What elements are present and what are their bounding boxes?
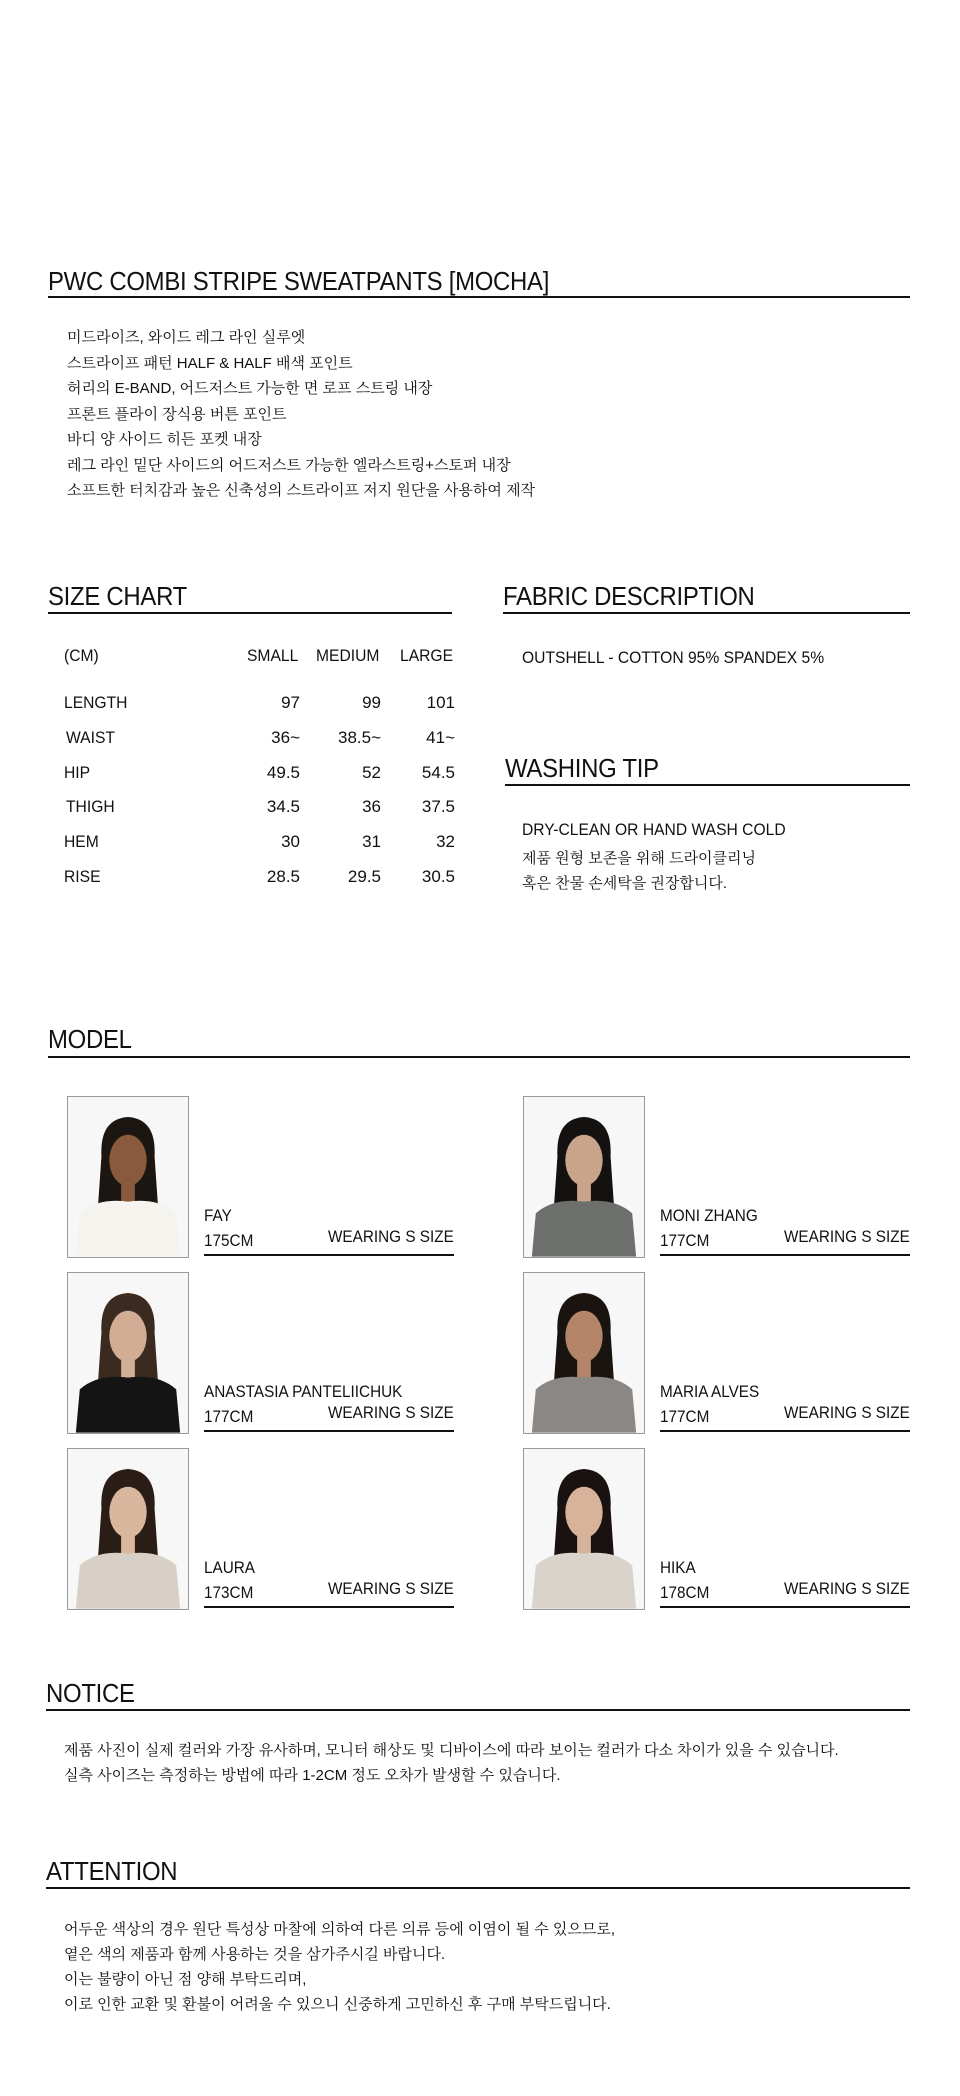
model-heading: MODEL (48, 1024, 132, 1054)
column-header-small: SMALL (247, 646, 299, 665)
feature-list (67, 325, 535, 504)
model-portrait (68, 1273, 188, 1433)
model-divider (204, 1254, 454, 1256)
feature-item: 레그 라인 밑단 사이드의 어드저스트 가능한 엘라스트링+스토퍼 내장 (67, 456, 511, 474)
row-label: WAIST (66, 728, 115, 747)
row-label: RISE (64, 867, 101, 886)
cell-large: 30.5 (421, 867, 455, 886)
model-divider (48, 1056, 910, 1058)
model-wearing-size: WEARING S SIZE (328, 1403, 454, 1422)
cell-large: 32 (436, 832, 455, 851)
model-height: 173CM (204, 1583, 254, 1602)
washing-line: 혹은 찬물 손세탁을 권장합니다. (522, 875, 728, 892)
cell-small: 34.5 (266, 797, 300, 816)
feature-item: 소프트한 터치감과 높은 신축성의 스트라이프 저지 원단을 사용하여 제작 (67, 482, 536, 499)
cell-medium: 31 (362, 832, 381, 851)
attention-line: 옅은 색의 제품과 함께 사용하는 것을 삼가주시길 바랍니다. (64, 1946, 446, 1963)
model-photo (67, 1448, 189, 1610)
size-chart-divider (48, 612, 452, 614)
column-header-medium: MEDIUM (316, 646, 380, 665)
row-label: LENGTH (64, 693, 128, 712)
model-height: 177CM (660, 1231, 710, 1250)
attention-text (64, 1917, 615, 2017)
model-photo (523, 1272, 645, 1434)
model-photo (67, 1272, 189, 1434)
model-height: 175CM (204, 1231, 254, 1250)
model-divider (660, 1606, 910, 1608)
attention-line: 이는 불량이 아닌 점 양해 부탁드리며, (64, 1971, 307, 1988)
column-header-large: LARGE (400, 646, 454, 665)
model-name: FAY (204, 1206, 232, 1225)
feature-item: 스트라이프 패턴 HALF & HALF 배색 포인트 (67, 354, 353, 372)
attention-line: 이로 인한 교환 및 환불이 어려울 수 있으니 신중하게 고민하신 후 구매 부탁드립니다. (64, 1996, 611, 2013)
model-portrait (68, 1449, 188, 1609)
size-chart-heading: SIZE CHART (48, 581, 188, 611)
model-photo (67, 1096, 189, 1258)
model-name: HIKA (660, 1558, 696, 1577)
model-divider (204, 1606, 454, 1608)
fabric-text: OUTSHELL - COTTON 95% SPANDEX 5% (522, 648, 825, 667)
cell-small: 28.5 (266, 867, 300, 886)
model-name: LAURA (204, 1558, 256, 1577)
notice-line: 제품 사진이 실제 컬러와 가장 유사하며, 모니터 해상도 및 디바이스에 따라 보이는 컬러가 다소 차이가 있을 수 있습니다. (64, 1742, 839, 1759)
cell-medium: 36 (362, 797, 381, 816)
fabric-heading: FABRIC DESCRIPTION (503, 581, 755, 611)
unit-label: (CM) (64, 646, 99, 665)
notice-text (64, 1738, 839, 1788)
feature-item: 미드라이즈, 와이드 레그 라인 실루엣 (67, 329, 306, 346)
fabric-divider (503, 612, 910, 614)
washing-divider (505, 784, 910, 786)
cell-medium: 29.5 (347, 867, 381, 886)
washing-line: 제품 원형 보존을 위해 드라이클리닝 (522, 850, 757, 867)
feature-item: 프론트 플라이 장식용 버튼 포인트 (67, 405, 287, 423)
model-wearing-size: WEARING S SIZE (328, 1579, 454, 1598)
attention-divider (46, 1887, 910, 1889)
feature-item: 바디 양 사이드 히든 포켓 내장 (67, 431, 262, 448)
cell-small: 30 (281, 832, 300, 851)
row-label: HIP (64, 763, 91, 782)
model-name: MONI ZHANG (660, 1206, 758, 1225)
feature-item: 허리의 E-BAND, 어드저스트 가능한 면 로프 스트링 내장 (67, 380, 433, 397)
model-wearing-size: WEARING S SIZE (784, 1579, 910, 1598)
model-height: 177CM (204, 1407, 254, 1426)
model-height: 177CM (660, 1407, 710, 1426)
model-divider (660, 1254, 910, 1256)
cell-medium: 52 (362, 763, 381, 782)
model-divider (660, 1430, 910, 1432)
model-portrait (524, 1097, 644, 1257)
notice-line: 실측 사이즈는 측정하는 방법에 따라 1-2CM 정도 오차가 발생할 수 있습니다. (64, 1767, 561, 1784)
row-label: HEM (64, 832, 99, 851)
washing-title: DRY-CLEAN OR HAND WASH COLD (522, 820, 786, 839)
model-divider (204, 1430, 454, 1432)
model-name: MARIA ALVES (660, 1382, 760, 1401)
cell-large: 101 (426, 693, 455, 712)
notice-divider (46, 1709, 910, 1711)
model-portrait (68, 1097, 188, 1257)
attention-line: 어두운 색상의 경우 원단 특성상 마찰에 의하여 다른 의류 등에 이염이 될 수 있으므로, (64, 1921, 616, 1938)
product-title: PWC COMBI STRIPE SWEATPANTS [MOCHA] (48, 266, 550, 296)
notice-heading: NOTICE (46, 1678, 135, 1708)
title-divider (48, 296, 910, 298)
row-label: THIGH (66, 797, 115, 816)
cell-medium: 99 (362, 693, 381, 712)
cell-large: 37.5 (421, 797, 455, 816)
model-wearing-size: WEARING S SIZE (784, 1227, 910, 1246)
washing-instructions (522, 846, 756, 896)
cell-large: 41~ (426, 728, 455, 747)
model-name: ANASTASIA PANTELIICHUK (204, 1382, 403, 1401)
model-wearing-size: WEARING S SIZE (784, 1403, 910, 1422)
model-portrait (524, 1449, 644, 1609)
cell-small: 36~ (271, 728, 300, 747)
cell-small: 49.5 (266, 763, 300, 782)
washing-heading: WASHING TIP (505, 753, 659, 783)
model-height: 178CM (660, 1583, 710, 1602)
model-wearing-size: WEARING S SIZE (328, 1227, 454, 1246)
model-photo (523, 1448, 645, 1610)
cell-small: 97 (281, 693, 300, 712)
cell-medium: 38.5~ (337, 728, 381, 747)
attention-heading: ATTENTION (46, 1856, 178, 1886)
cell-large: 54.5 (421, 763, 455, 782)
model-portrait (524, 1273, 644, 1433)
model-photo (523, 1096, 645, 1258)
